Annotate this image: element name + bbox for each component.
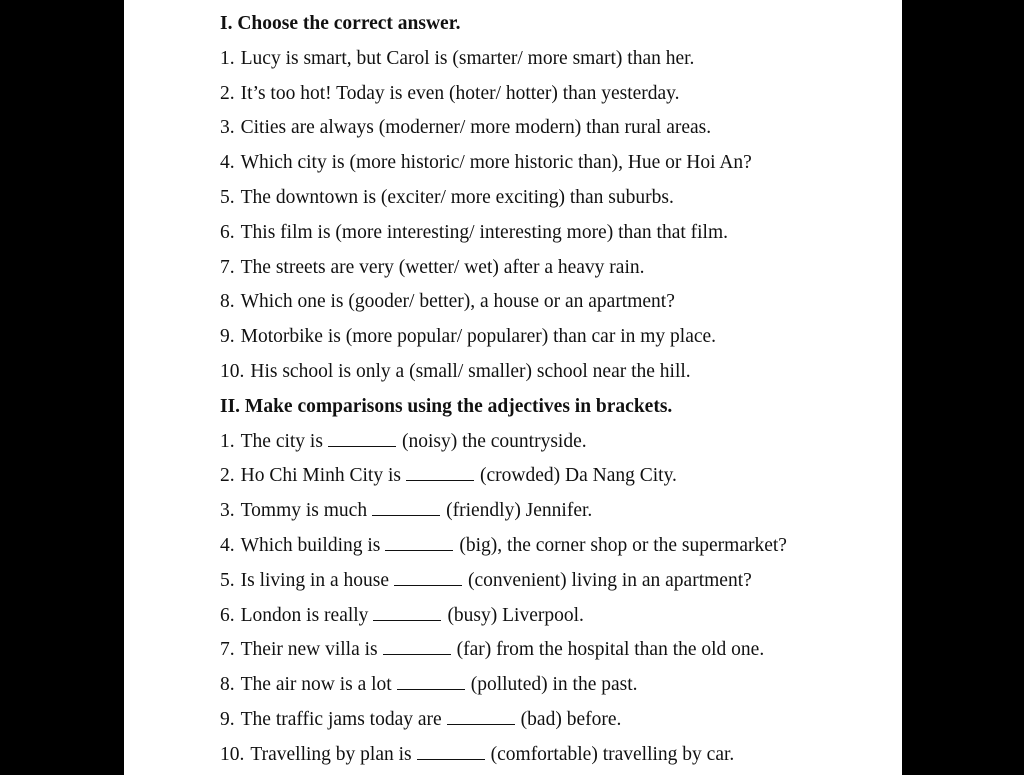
item-text-after: (friendly) Jennifer. <box>446 500 593 522</box>
item-text: His school is only a (small/ smaller) school near the hill. <box>250 360 691 382</box>
s1-item-8 <box>220 287 890 322</box>
s1-item-5 <box>220 183 890 218</box>
item-text-after: (polluted) in the past. <box>470 674 638 696</box>
item-number: 1. <box>220 47 235 69</box>
item-text-after: (bad) before. <box>520 708 622 730</box>
worksheet-page <box>124 0 902 775</box>
item-number: 6. <box>220 221 235 243</box>
item-number: 2. <box>220 82 235 104</box>
s2-item-1 <box>220 427 890 462</box>
item-number: 8. <box>220 674 235 696</box>
item-number: 7. <box>220 639 235 661</box>
answer-blank[interactable] <box>385 532 453 551</box>
s1-item-4 <box>220 148 890 183</box>
item-text-before: Their new villa is <box>240 639 378 661</box>
s1-item-9 <box>220 322 890 357</box>
answer-blank[interactable] <box>394 567 462 586</box>
item-text-after: (busy) Liverpool. <box>447 604 584 626</box>
s2-item-3 <box>220 496 890 531</box>
answer-blank[interactable] <box>447 706 515 725</box>
s1-item-1 <box>220 44 890 79</box>
s1-item-7 <box>220 253 890 288</box>
item-number: 7. <box>220 256 235 278</box>
s2-item-7 <box>220 635 890 670</box>
s2-item-2 <box>220 461 890 496</box>
item-text-after: (comfortable) travelling by car. <box>490 743 735 765</box>
s1-item-10 <box>220 357 890 392</box>
answer-blank[interactable] <box>372 497 440 516</box>
item-text: Lucy is smart, but Carol is (smarter/ more smart) than her. <box>240 47 695 69</box>
s2-item-9 <box>220 705 890 740</box>
s2-item-8 <box>220 670 890 705</box>
section1-heading: I. Choose the correct answer. <box>220 13 461 34</box>
item-number: 4. <box>220 152 235 174</box>
item-number: 4. <box>220 534 235 556</box>
answer-blank[interactable] <box>383 636 451 655</box>
item-text: Which city is (more historic/ more historic than), Hue or Hoi An? <box>240 152 752 174</box>
item-number: 3. <box>220 117 235 139</box>
s2-item-6 <box>220 601 890 636</box>
item-number: 2. <box>220 465 235 487</box>
item-number: 5. <box>220 569 235 591</box>
item-text-before: Travelling by plan is <box>250 743 412 765</box>
section2-heading: II. Make comparisons using the adjectives in brackets. <box>220 395 673 417</box>
answer-blank[interactable] <box>406 462 474 481</box>
item-text-after: (far) from the hospital than the old one. <box>456 639 765 661</box>
worksheet-content <box>220 9 890 775</box>
answer-blank[interactable] <box>373 602 441 621</box>
item-text-before: Tommy is much <box>240 500 368 522</box>
item-text: The streets are very (wetter/ wet) after a heavy rain. <box>240 256 645 278</box>
answer-blank[interactable] <box>328 428 396 447</box>
item-text: Motorbike is (more popular/ popularer) than car in my place. <box>240 326 717 348</box>
item-text: Which one is (gooder/ better), a house or an apartment? <box>240 291 675 313</box>
item-text-after: (convenient) living in an apartment? <box>468 569 752 591</box>
item-text: It’s too hot! Today is even (hoter/ hotter) than yesterday. <box>240 82 680 104</box>
item-text-before: The city is <box>240 430 323 452</box>
item-number: 5. <box>220 186 235 208</box>
s2-item-10 <box>220 740 890 775</box>
s1-item-6 <box>220 218 890 253</box>
item-number: 8. <box>220 291 235 313</box>
s2-item-5 <box>220 566 890 601</box>
item-number: 1. <box>220 430 235 452</box>
item-number: 6. <box>220 604 235 626</box>
item-text: Cities are always (moderner/ more modern) than rural areas. <box>240 117 712 139</box>
item-text: The downtown is (exciter/ more exciting) than suburbs. <box>240 186 674 208</box>
item-number: 10. <box>220 360 245 382</box>
s1-item-3 <box>220 113 890 148</box>
item-number: 9. <box>220 326 235 348</box>
item-text-before: Is living in a house <box>240 569 390 591</box>
item-number: 10. <box>220 743 245 765</box>
item-text-before: Which building is <box>240 534 381 556</box>
item-text-before: London is really <box>240 604 369 626</box>
item-number: 9. <box>220 708 235 730</box>
item-text-after: (big), the corner shop or the supermarket? <box>459 534 787 556</box>
s2-item-4 <box>220 531 890 566</box>
answer-blank[interactable] <box>397 671 465 690</box>
item-text-before: The air now is a lot <box>240 674 392 696</box>
item-text: This film is (more interesting/ interesting more) than that film. <box>240 221 729 243</box>
item-number: 3. <box>220 500 235 522</box>
item-text-before: The traffic jams today are <box>240 708 442 730</box>
item-text-after: (crowded) Da Nang City. <box>480 465 677 487</box>
s1-item-2 <box>220 79 890 114</box>
answer-blank[interactable] <box>417 741 485 760</box>
item-text-before: Ho Chi Minh City is <box>240 465 401 487</box>
item-text-after: (noisy) the countryside. <box>401 430 587 452</box>
